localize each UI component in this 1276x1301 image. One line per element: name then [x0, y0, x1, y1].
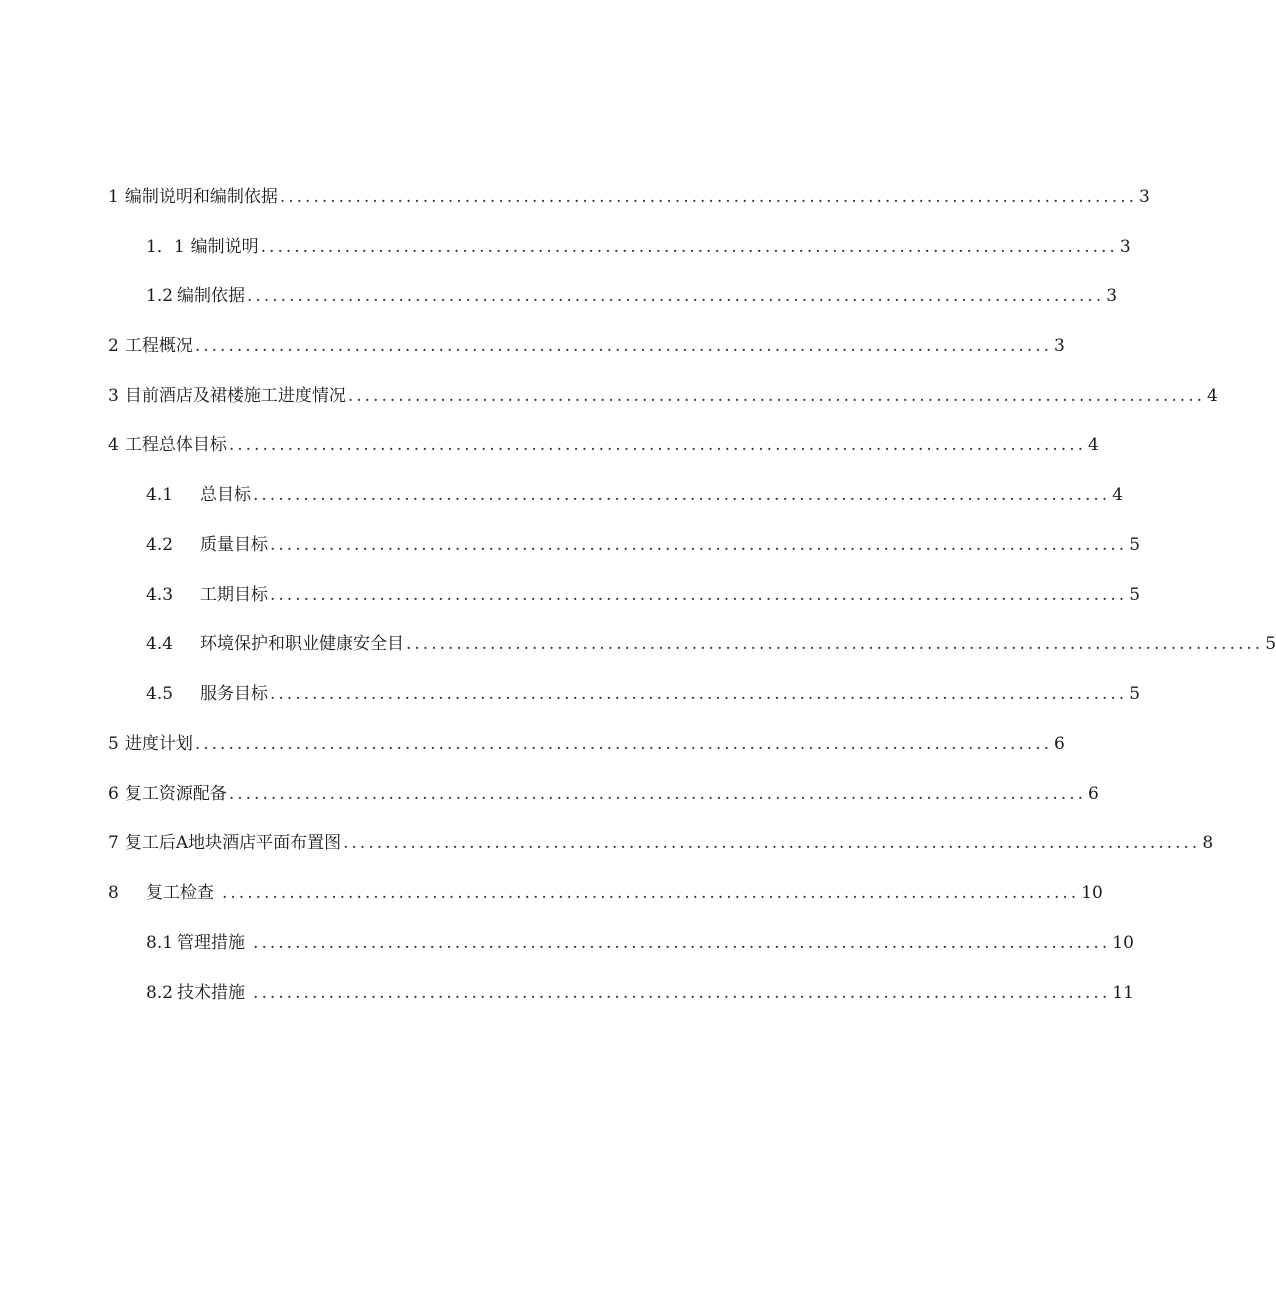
toc-number: 8.1: [146, 933, 174, 953]
toc-entry[interactable]: [108, 878, 1103, 908]
toc-leader: ......................................................................................................: [194, 734, 1053, 754]
toc-number: 8.2: [146, 983, 174, 1003]
toc-number: 5: [108, 734, 119, 754]
toc-entry[interactable]: [146, 629, 1276, 659]
toc-page-number: 5: [1129, 684, 1141, 704]
toc-page-number: 3: [1106, 286, 1118, 306]
toc-leader: ......................................................................................................: [228, 784, 1087, 804]
toc-entry[interactable]: [146, 530, 1141, 560]
toc-leader: ......................................................................................................: [228, 435, 1087, 455]
toc-number: 4.1: [146, 485, 174, 505]
toc-number: 4.2: [146, 535, 174, 555]
toc-leader: ......................................................................................................: [270, 585, 1128, 605]
toc-entry[interactable]: [108, 430, 1099, 460]
toc-leader: ......................................................................................................: [270, 535, 1128, 555]
toc-leader: ......................................................................................................: [194, 336, 1053, 356]
toc-leader: ......................................................................................................: [222, 883, 1080, 903]
toc-title: 管理措施: [177, 933, 246, 953]
toc-entry[interactable]: [146, 580, 1141, 610]
toc-number: 1.2: [146, 286, 174, 306]
toc-entry[interactable]: [108, 779, 1099, 809]
toc-title: 环境保护和职业健康安全目: [200, 634, 404, 654]
toc-leader: ......................................................................................................: [270, 684, 1128, 704]
toc-title: 复工资源配备: [124, 784, 227, 804]
toc-entry[interactable]: [146, 480, 1124, 510]
toc-number: 8: [108, 883, 119, 903]
toc-leader: ......................................................................................................: [347, 386, 1206, 406]
toc-title: 质量目标: [200, 535, 268, 555]
toc-entry[interactable]: [108, 381, 1218, 411]
toc-title: 编制说明和编制依据: [124, 187, 278, 207]
toc-page-number: 5: [1129, 535, 1141, 555]
toc-number: 2: [108, 336, 119, 356]
toc-title: 复工后A地块酒店平面布置图: [124, 833, 342, 853]
toc-page-number: 8: [1202, 833, 1214, 853]
toc-entry[interactable]: [108, 828, 1214, 858]
toc-title: 复工检查: [146, 883, 214, 903]
toc-leader: ......................................................................................................: [253, 933, 1111, 953]
toc-page-number: 3: [1139, 187, 1150, 207]
toc-title: 工程总体目标: [124, 435, 227, 455]
toc-page-number: 6: [1054, 734, 1065, 754]
toc-leader: ......................................................................................................: [343, 833, 1201, 853]
toc-entry[interactable]: [146, 928, 1134, 958]
toc-leader: ......................................................................................................: [279, 187, 1138, 207]
toc-number: 4: [108, 435, 119, 455]
toc-page-number: 3: [1054, 336, 1065, 356]
toc-title: 总目标: [200, 485, 251, 505]
toc-entry[interactable]: [108, 729, 1065, 759]
toc-page-number: 11: [1112, 983, 1134, 1003]
toc-page-number: 5: [1129, 585, 1141, 605]
toc-title: 编制依据: [177, 286, 246, 306]
toc-entry[interactable]: [108, 331, 1065, 361]
toc-page-number: 10: [1112, 933, 1134, 953]
toc-entry[interactable]: [146, 281, 1118, 311]
toc-number: 6: [108, 784, 119, 804]
toc-title: 进度计划: [124, 734, 193, 754]
toc-page-number: 4: [1088, 435, 1099, 455]
toc-title: 工程概况: [124, 336, 193, 356]
toc-number: 3: [108, 386, 119, 406]
toc-entry[interactable]: [146, 978, 1134, 1008]
toc-title: 服务目标: [200, 684, 268, 704]
toc-leader: ......................................................................................................: [253, 983, 1111, 1003]
toc-number: 4.5: [146, 684, 174, 704]
toc-title: 技术措施: [177, 983, 246, 1003]
toc-page-number: 6: [1088, 784, 1099, 804]
toc-entry[interactable]: [146, 679, 1141, 709]
toc-entry[interactable]: [146, 232, 1131, 262]
toc-number: 7: [108, 833, 119, 853]
toc-number: 1．1: [146, 237, 185, 257]
toc-title: 工期目标: [200, 585, 268, 605]
toc-number: 4.4: [146, 634, 174, 654]
toc-page-number: 4: [1207, 386, 1218, 406]
toc-title: 编制说明: [190, 237, 259, 257]
toc-page-number: 5: [1265, 634, 1276, 654]
toc-title: 目前酒店及裙楼施工进度情况: [124, 386, 346, 406]
toc-page-number: 3: [1119, 237, 1131, 257]
toc-number: 1: [108, 187, 119, 207]
toc-page-number: 10: [1081, 883, 1103, 903]
toc-leader: ......................................................................................................: [406, 634, 1264, 654]
toc-leader: ......................................................................................................: [260, 237, 1118, 257]
toc-leader: ......................................................................................................: [253, 485, 1111, 505]
toc-leader: ......................................................................................................: [247, 286, 1105, 306]
toc-page-number: 4: [1112, 485, 1124, 505]
toc-number: 4.3: [146, 585, 174, 605]
toc-entry[interactable]: [108, 182, 1150, 212]
